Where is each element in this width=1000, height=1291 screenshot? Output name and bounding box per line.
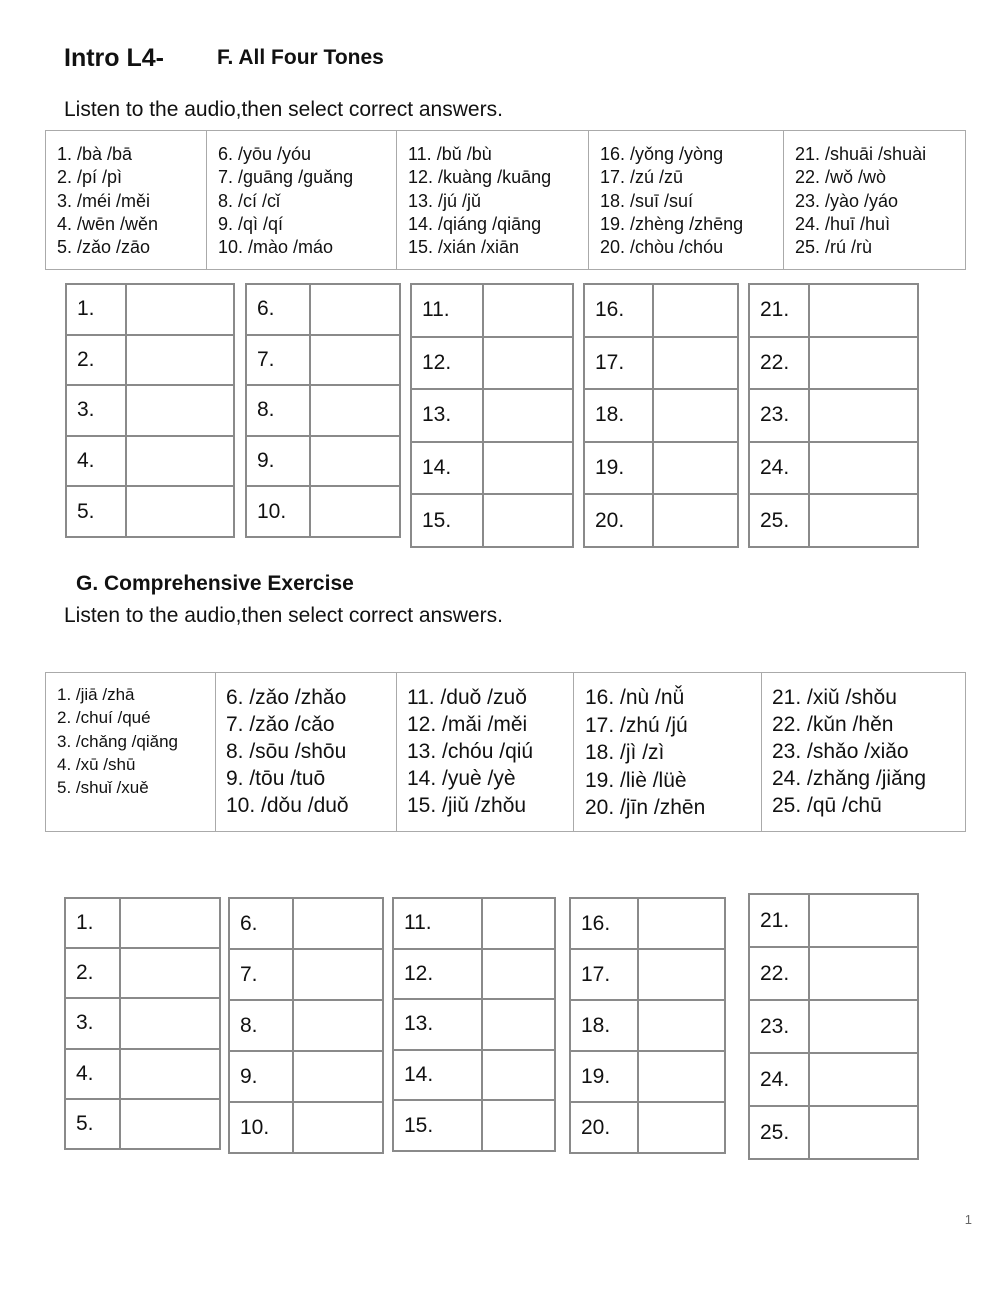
answer-box[interactable] bbox=[126, 284, 234, 335]
option-item[interactable]: 14. /yuè /yè bbox=[407, 767, 516, 790]
option-item[interactable]: 3. /chǎng /qiǎng bbox=[57, 731, 178, 751]
answer-box[interactable] bbox=[809, 894, 918, 947]
answer-number: 1. bbox=[65, 898, 120, 948]
option-item[interactable]: 5. /shuǐ /xuě bbox=[57, 778, 149, 798]
answer-box[interactable] bbox=[120, 998, 220, 1048]
section-g-instruction: Listen to the audio,then select correct answers. bbox=[64, 604, 503, 627]
answer-number: 11. bbox=[411, 284, 483, 337]
option-item[interactable]: 23. /shǎo /xiǎo bbox=[772, 740, 909, 763]
options-column bbox=[397, 673, 574, 832]
option-item[interactable]: 20. /jīn /zhēn bbox=[585, 796, 706, 819]
option-item[interactable]: 11. /duǒ /zuǒ bbox=[407, 686, 527, 709]
option-item[interactable]: 2. /pí /pì bbox=[57, 167, 123, 188]
answer-box[interactable] bbox=[293, 949, 383, 1000]
options-column bbox=[397, 131, 589, 270]
answer-box[interactable] bbox=[638, 949, 725, 1000]
page-title: Intro L4- bbox=[64, 44, 164, 72]
section-f-options-table bbox=[45, 130, 966, 270]
answer-box[interactable] bbox=[653, 389, 738, 442]
option-item[interactable]: 18. /suī /suí bbox=[600, 190, 694, 211]
answer-number: 20. bbox=[570, 1102, 638, 1153]
option-item[interactable]: 6. /zǎo /zhǎo bbox=[226, 686, 347, 709]
answer-grid bbox=[245, 283, 401, 538]
options-column bbox=[46, 673, 216, 832]
answer-box[interactable] bbox=[653, 442, 738, 495]
option-item[interactable]: 25. /qū /chū bbox=[772, 794, 882, 817]
option-item[interactable]: 19. /liè /lüè bbox=[585, 768, 687, 792]
answer-box[interactable] bbox=[293, 1102, 383, 1153]
answer-number: 18. bbox=[570, 1000, 638, 1051]
answer-box[interactable] bbox=[293, 1000, 383, 1051]
answer-number: 8. bbox=[246, 385, 310, 436]
option-item[interactable]: 24. /zhǎng /jiǎng bbox=[772, 767, 927, 790]
answer-number: 4. bbox=[65, 1049, 120, 1099]
answer-number: 20. bbox=[584, 494, 653, 547]
answer-number: 23. bbox=[749, 1000, 809, 1053]
option-item[interactable]: 14. /qiáng /qiāng bbox=[408, 213, 542, 234]
options-column bbox=[762, 673, 966, 832]
option-item[interactable]: 6. /yōu /yóu bbox=[218, 144, 312, 164]
answer-grid bbox=[410, 283, 574, 548]
answer-grid bbox=[64, 897, 221, 1150]
answer-number: 3. bbox=[66, 385, 126, 436]
option-item[interactable]: 4. /wēn /wěn bbox=[57, 213, 159, 234]
option-item[interactable]: 23. /yào /yáo bbox=[795, 190, 899, 211]
answer-box[interactable] bbox=[809, 337, 918, 390]
option-item[interactable]: 8. /cí /cǐ bbox=[218, 190, 281, 211]
answer-box[interactable] bbox=[653, 284, 738, 337]
answer-number: 4. bbox=[66, 436, 126, 487]
answer-box[interactable] bbox=[809, 1000, 918, 1053]
answer-number: 17. bbox=[584, 337, 653, 390]
answer-box[interactable] bbox=[638, 898, 725, 949]
option-item[interactable]: 9. /qì /qí bbox=[218, 213, 284, 234]
answer-box[interactable] bbox=[638, 1102, 725, 1153]
option-item[interactable]: 19. /zhèng /zhēng bbox=[600, 213, 744, 234]
option-item[interactable]: 13. /chóu /qiú bbox=[407, 740, 534, 763]
option-item[interactable]: 8. /sōu /shōu bbox=[226, 740, 347, 763]
answer-number: 8. bbox=[229, 1000, 293, 1051]
option-item[interactable]: 12. /mǎi /měi bbox=[407, 713, 528, 736]
answer-box[interactable] bbox=[310, 284, 400, 335]
option-item[interactable]: 18. /jì /zì bbox=[585, 741, 665, 764]
answer-number: 21. bbox=[749, 284, 809, 337]
option-item[interactable]: 3. /méi /měi bbox=[57, 190, 151, 211]
answer-box[interactable] bbox=[483, 337, 573, 390]
answer-grid bbox=[65, 283, 235, 538]
answer-number: 14. bbox=[393, 1050, 482, 1101]
answer-number: 19. bbox=[584, 442, 653, 495]
answer-box[interactable] bbox=[293, 898, 383, 949]
option-item[interactable]: 25. /rú /rù bbox=[795, 237, 873, 258]
option-item[interactable]: 9. /tōu /tuō bbox=[226, 767, 326, 790]
answer-box[interactable] bbox=[482, 1100, 555, 1151]
answer-number: 5. bbox=[65, 1099, 120, 1149]
answer-box[interactable] bbox=[482, 1050, 555, 1101]
option-item[interactable]: 12. /kuàng /kuāng bbox=[408, 167, 552, 188]
option-item[interactable]: 16. /nù /nǚ bbox=[585, 686, 685, 709]
answer-box[interactable] bbox=[638, 1000, 725, 1051]
option-item[interactable]: 13. /jú /jǔ bbox=[408, 190, 482, 211]
answer-number: 6. bbox=[246, 284, 310, 335]
answer-number: 13. bbox=[411, 389, 483, 442]
option-item[interactable]: 21. /shuāi /shuài bbox=[795, 144, 927, 164]
page-number: 1 bbox=[964, 1212, 972, 1227]
answer-number: 1. bbox=[66, 284, 126, 335]
answer-number: 16. bbox=[570, 898, 638, 949]
answer-number: 25. bbox=[749, 494, 809, 547]
answer-number: 7. bbox=[229, 949, 293, 1000]
option-item[interactable]: 22. /kǔn /hěn bbox=[772, 713, 894, 736]
answer-grid bbox=[748, 283, 919, 548]
answer-box[interactable] bbox=[120, 898, 220, 948]
answer-box[interactable] bbox=[653, 494, 738, 547]
answer-number: 12. bbox=[393, 949, 482, 1000]
answer-number: 2. bbox=[65, 948, 120, 998]
answer-number: 15. bbox=[393, 1100, 482, 1151]
answer-number: 10. bbox=[246, 486, 310, 537]
answer-box[interactable] bbox=[126, 436, 234, 487]
answer-number: 3. bbox=[65, 998, 120, 1048]
answer-box[interactable] bbox=[293, 1051, 383, 1102]
answer-box[interactable] bbox=[653, 337, 738, 390]
answer-number: 18. bbox=[584, 389, 653, 442]
answer-box[interactable] bbox=[120, 1099, 220, 1149]
options-column bbox=[589, 131, 784, 270]
answer-number: 16. bbox=[584, 284, 653, 337]
answer-number: 22. bbox=[749, 337, 809, 390]
answer-number: 22. bbox=[749, 947, 809, 1000]
answer-box[interactable] bbox=[809, 1053, 918, 1106]
option-item[interactable]: 16. /yǒng /yòng bbox=[600, 144, 724, 164]
answer-box[interactable] bbox=[126, 385, 234, 436]
option-item[interactable]: 15. /jiǔ /zhǒu bbox=[407, 794, 527, 817]
answer-box[interactable] bbox=[809, 494, 918, 547]
option-item[interactable]: 22. /wǒ /wò bbox=[795, 167, 887, 188]
answer-box[interactable] bbox=[483, 389, 573, 442]
options-column bbox=[46, 131, 207, 270]
answer-box[interactable] bbox=[482, 949, 555, 1000]
answer-box[interactable] bbox=[483, 494, 573, 547]
answer-box[interactable] bbox=[310, 385, 400, 436]
answer-number: 6. bbox=[229, 898, 293, 949]
answer-box[interactable] bbox=[483, 284, 573, 337]
option-item[interactable]: 20. /chòu /chóu bbox=[600, 237, 724, 258]
option-item[interactable]: 2. /chuí /qué bbox=[57, 708, 151, 728]
answer-box[interactable] bbox=[310, 335, 400, 386]
answer-grid bbox=[748, 893, 919, 1160]
answer-box[interactable] bbox=[809, 442, 918, 495]
option-item[interactable]: 10. /dǒu /duǒ bbox=[226, 794, 349, 817]
option-item[interactable]: 17. /zú /zū bbox=[600, 167, 684, 188]
option-item[interactable]: 21. /xiǔ /shǒu bbox=[772, 686, 897, 709]
answer-box[interactable] bbox=[120, 948, 220, 998]
answer-number: 23. bbox=[749, 389, 809, 442]
answer-number: 17. bbox=[570, 949, 638, 1000]
answer-grid bbox=[583, 283, 739, 548]
option-item[interactable]: 24. /huī /huì bbox=[795, 213, 891, 234]
option-item[interactable]: 15. /xián /xiān bbox=[408, 237, 520, 258]
options-column bbox=[216, 673, 397, 832]
options-column bbox=[574, 673, 762, 832]
answer-box[interactable] bbox=[809, 1106, 918, 1159]
option-item[interactable]: 17. /zhú /jú bbox=[585, 713, 688, 737]
options-column bbox=[207, 131, 397, 270]
answer-number: 9. bbox=[229, 1051, 293, 1102]
option-item[interactable]: 1. /bà /bā bbox=[57, 144, 133, 164]
answer-box[interactable] bbox=[482, 999, 555, 1050]
answer-number: 14. bbox=[411, 442, 483, 495]
answer-number: 15. bbox=[411, 494, 483, 547]
answer-box[interactable] bbox=[126, 486, 234, 537]
answer-number: 13. bbox=[393, 999, 482, 1050]
section-f-title: F. All Four Tones bbox=[217, 46, 384, 69]
answer-number: 19. bbox=[570, 1051, 638, 1102]
answer-number: 21. bbox=[749, 894, 809, 947]
answer-grid bbox=[569, 897, 726, 1154]
answer-box[interactable] bbox=[120, 1049, 220, 1099]
answer-number: 12. bbox=[411, 337, 483, 390]
answer-box[interactable] bbox=[809, 947, 918, 1000]
option-item[interactable]: 10. /mào /máo bbox=[218, 237, 334, 258]
answer-number: 9. bbox=[246, 436, 310, 487]
answer-number: 25. bbox=[749, 1106, 809, 1159]
answer-number: 5. bbox=[66, 486, 126, 537]
section-g-options-table bbox=[45, 672, 966, 832]
answer-number: 11. bbox=[393, 898, 482, 949]
section-f-instruction: Listen to the audio,then select correct answers. bbox=[64, 98, 503, 121]
section-g-title: G. Comprehensive Exercise bbox=[76, 572, 354, 595]
option-item[interactable]: 7. /guāng /guǎng bbox=[218, 167, 354, 188]
answer-box[interactable] bbox=[483, 442, 573, 495]
options-column bbox=[784, 131, 966, 270]
answer-box[interactable] bbox=[126, 335, 234, 386]
option-item[interactable]: 7. /zǎo /cǎo bbox=[226, 713, 335, 736]
answer-number: 24. bbox=[749, 1053, 809, 1106]
answer-number: 2. bbox=[66, 335, 126, 386]
answer-box[interactable] bbox=[482, 898, 555, 949]
answer-box[interactable] bbox=[638, 1051, 725, 1102]
option-item[interactable]: 11. /bǔ /bù bbox=[408, 144, 492, 164]
option-item[interactable]: 1. /jiā /zhā bbox=[57, 685, 135, 704]
answer-box[interactable] bbox=[310, 436, 400, 487]
answer-grid bbox=[228, 897, 384, 1154]
answer-grid bbox=[392, 897, 556, 1152]
answer-number: 7. bbox=[246, 335, 310, 386]
answer-box[interactable] bbox=[809, 284, 918, 337]
answer-box[interactable] bbox=[310, 486, 400, 537]
answer-number: 24. bbox=[749, 442, 809, 495]
option-item[interactable]: 4. /xū /shū bbox=[57, 754, 136, 774]
answer-number: 10. bbox=[229, 1102, 293, 1153]
answer-box[interactable] bbox=[809, 389, 918, 442]
option-item[interactable]: 5. /zǎo /zāo bbox=[57, 237, 151, 258]
